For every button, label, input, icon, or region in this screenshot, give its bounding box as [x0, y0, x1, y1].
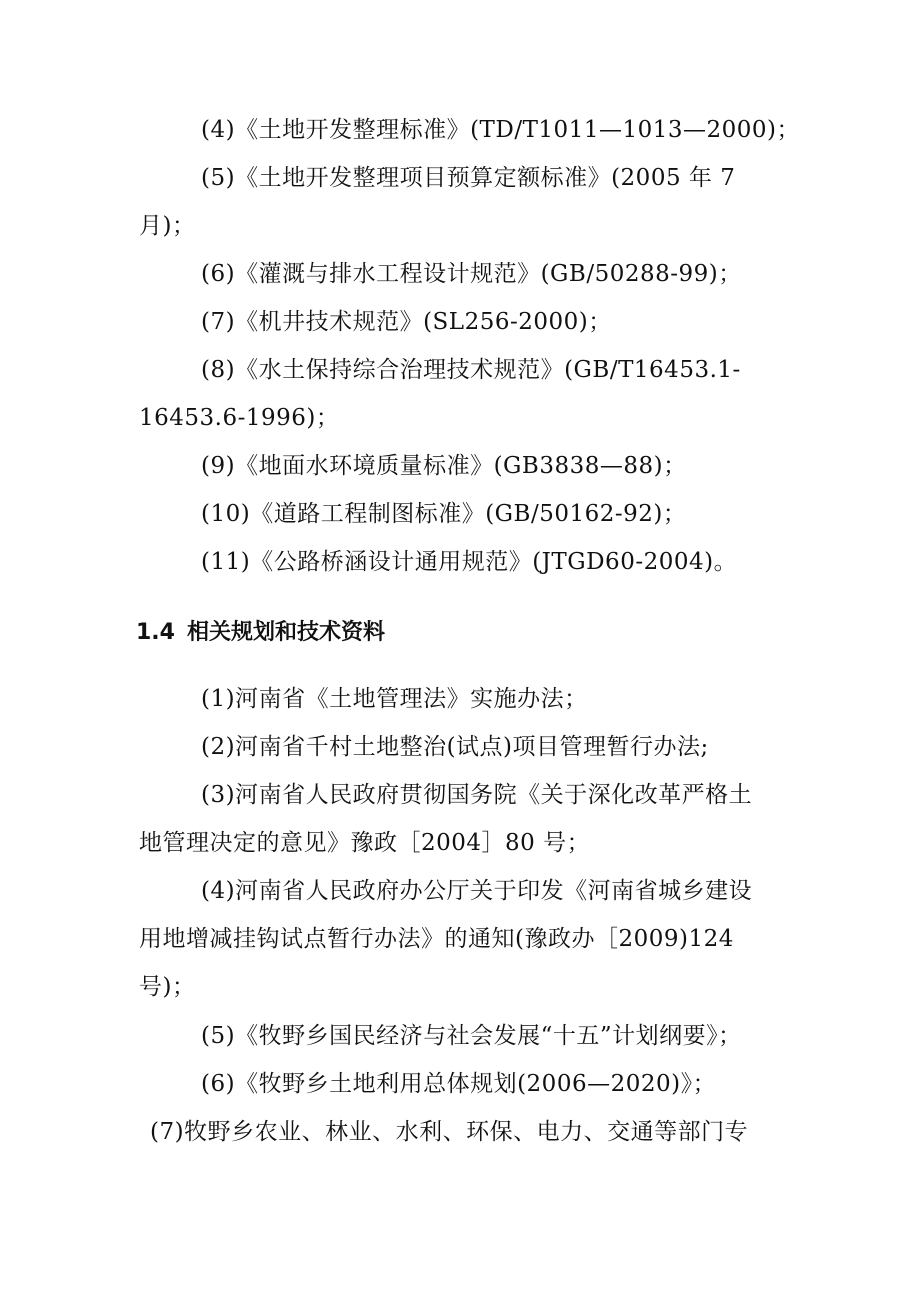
reference-item-1: (1)河南省《土地管理法》实施办法；	[201, 686, 588, 712]
standard-item-9: (9)《地面水环境质量标准》(GB3838—88)；	[201, 453, 687, 479]
standard-item-5: (5)《土地开发整理项目预算定额标准》(2005 年 7	[201, 165, 736, 191]
section-heading	[136, 618, 385, 648]
reference-item-7: (7)牧野乡农业、林业、水利、环保、电力、交通等部门专	[150, 1119, 749, 1145]
standard-item-6: (6)《灌溉与排水工程设计规范》(GB/50288-99)；	[201, 261, 742, 287]
reference-item-5: (5)《牧野乡国民经济与社会发展“十五”计划纲要》；	[201, 1023, 742, 1049]
reference-item-2: (2)河南省千村土地整治(试点)项目管理暂行办法;	[201, 734, 709, 760]
reference-item-4-cont2: 号)；	[139, 974, 196, 1000]
section-title: 相关规划和技术资料	[186, 620, 385, 645]
standard-item-5-cont: 月)；	[139, 213, 196, 239]
reference-item-4: (4)河南省人民政府办公厅关于印发《河南省城乡建设	[201, 878, 753, 904]
reference-item-3-cont: 地管理决定的意见》豫政［2004］80 号；	[139, 830, 591, 856]
standard-item-10: (10)《道路工程制图标准》(GB/50162-92)；	[201, 501, 687, 527]
standard-item-7: (7)《机井技术规范》(SL256-2000)；	[201, 309, 612, 335]
reference-item-4-cont: 用地增减挂钩试点暂行办法》的通知(豫政办［2009)124	[139, 926, 734, 952]
standard-item-8: (8)《水土保持综合治理技术规范》(GB/T16453.1-	[201, 357, 741, 383]
standard-item-8-cont: 16453.6-1996)；	[139, 405, 340, 431]
reference-item-6: (6)《牧野乡土地利用总体规划(2006—2020)》；	[201, 1071, 717, 1097]
standard-item-11: (11)《公路桥涵设计通用规范》(JTGD60-2004)。	[201, 549, 738, 575]
standard-item-4: (4)《土地开发整理标准》(TD/T1011—1013—2000)；	[201, 117, 800, 143]
reference-item-3: (3)河南省人民政府贯彻国务院《关于深化改革严格土	[201, 782, 753, 808]
section-number: 1.4	[136, 620, 175, 645]
